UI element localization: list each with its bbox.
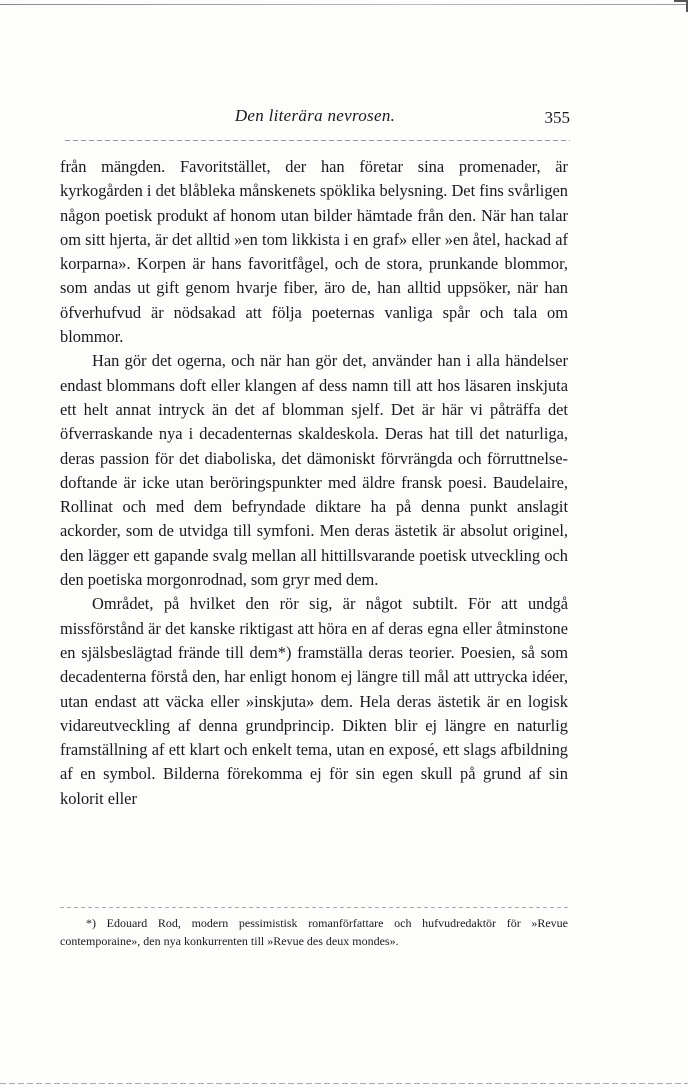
paragraph: Området, på hvilket den rör sig, är något subtilt. För att undgå missförstånd är det kanske riktigast att höra en af deras egna eller åtminstone en själsbeslägtad frände till dem*) framställa deras teorier. Poesien, så som decadenterna förstå den, har enligt honom ej längre till mål att uttrycka idéer, utan endast att väcka eller »inskjuta» dem. Hela deras ästetik är en logisk vidareutveckling af denna grundprincip. Dikten blir ej längre en naturlig framställning af ett klart och enkelt tema, utan en exposé, ett slags afbildning af en symbol. Bilderna förekomma ej för sin egen skull på grund af sin kolorit eller (60, 594, 568, 808)
body-text (60, 155, 568, 811)
paragraph: Han gör det ogerna, och när han gör det, använder han i alla händelser endast blommans doft eller klangen af dess namn till att hos läsaren inskjuta ett helt annat intryck än det af blomman sjelf. Det är här vi påträffa det öfverraskande nya i decadenternas skaldeskola. Deras hat till det naturliga, deras passion för det diaboliska, det dämoniskt förvrängda och förruttnelse-doftande är icke utan beröringspunkter med äldre fransk poesi. Baudelaire, Rollinat och med dem befryndade diktare ha på denna punkt anslagit ackorder, som de utvidga till symfoni. Men deras ästetik är absolut originel, den lägger ett gapande svalg mellan all hittillsvarande poetisk utveckling och den poetiska morgonrodnad, som gryr med dem. (60, 351, 568, 590)
scan-edge-bottom (0, 1083, 688, 1084)
running-title: Den literära nevrosen. (234, 106, 396, 125)
footnote: *) Edouard Rod, modern pessimistisk romanförfattare och hufvudredaktör för »Revue contemporaine», den nya konkurrenten till »Revue des deux mondes». (60, 916, 568, 948)
page-header (60, 106, 570, 136)
scan-edge-corner (674, 0, 688, 12)
page-number: 355 (544, 108, 570, 127)
paragraph: från mängden. Favoritstället, der han företar sina promenader, är kyrkogården i det blåbleka månskenets spöklika belysning. Det fins svårligen någon poetisk produkt af honom utan bilder hämtade från den. När han talar om sitt hjerta, är det alltid »en tom likkista i en graf» eller »en åtel, hackad af korparna». Korpen är hans favoritfågel, och de stora, prunkande blommor, som andas ut gift genom hvarje fiber, äro de, han alltid uppsöker, när han öfverhufvud är nödsakad att följa poeternas vanliga spår och tala om blommor. (60, 157, 568, 347)
scan-edge-top (0, 4, 688, 5)
footnote-divider (60, 907, 568, 908)
header-divider (65, 140, 570, 141)
